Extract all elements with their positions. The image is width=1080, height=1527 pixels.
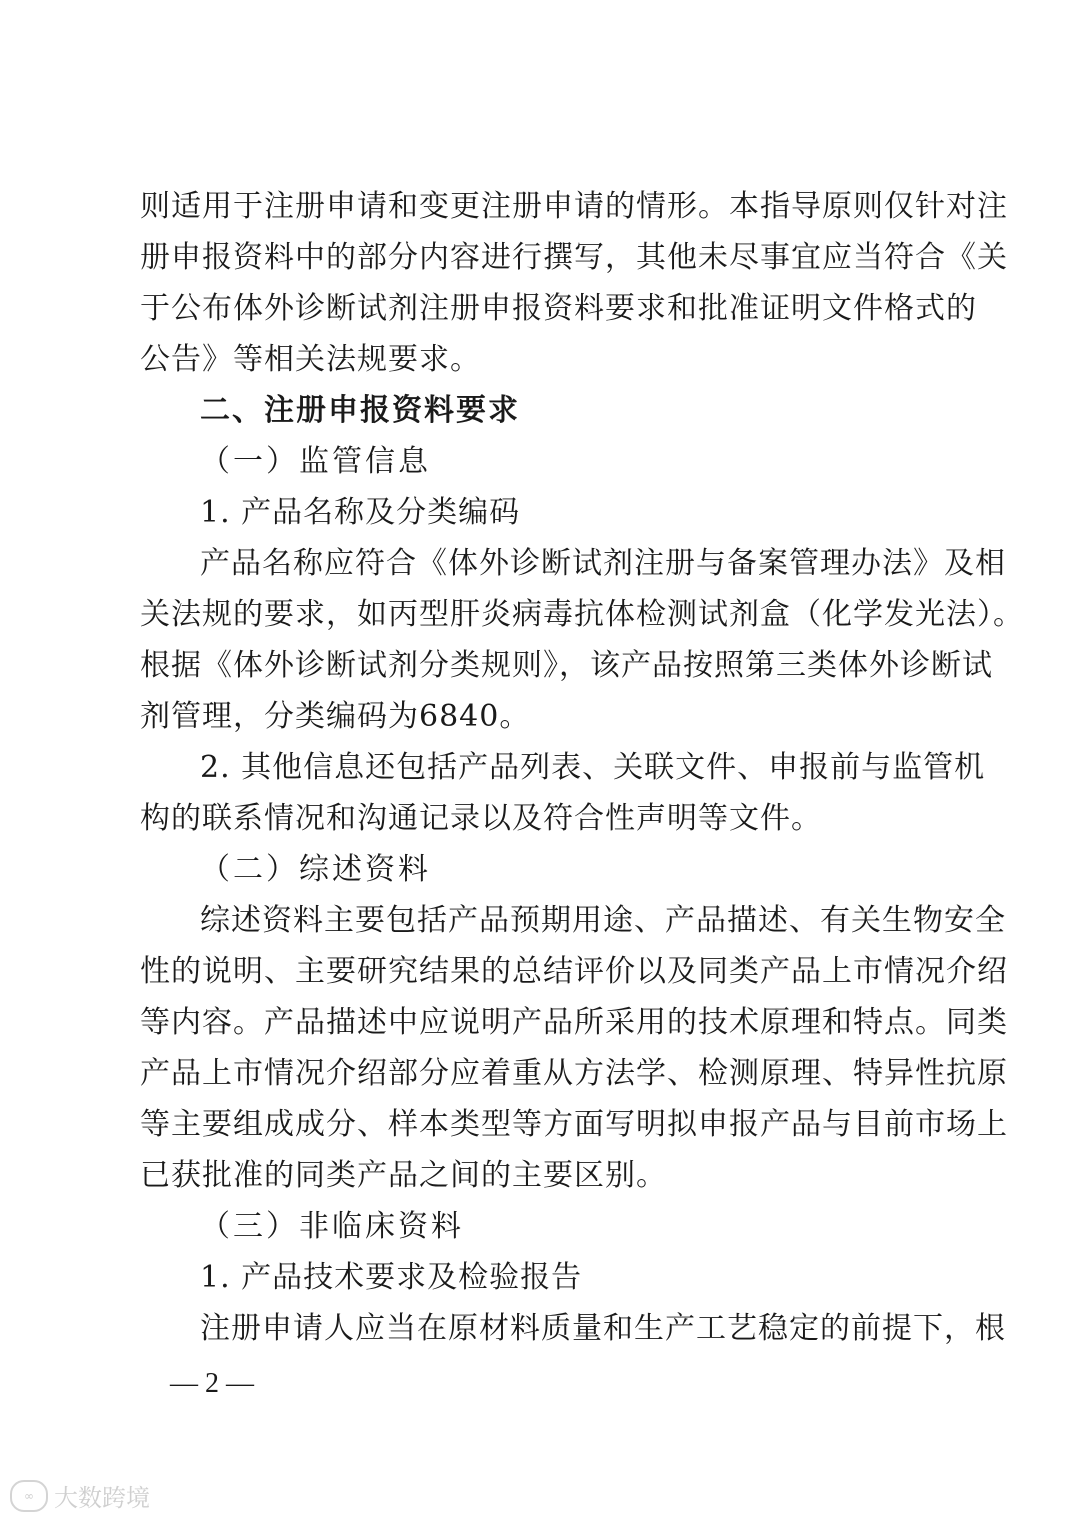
body-line: 注册申请人应当在原材料质量和生产工艺稳定的前提下，根 <box>200 1311 1006 1346</box>
item-heading: 1. 产品名称及分类编码 <box>200 495 521 530</box>
watermark-text: 大数跨境 <box>54 1484 150 1512</box>
body-line: 根据《体外诊断试剂分类规则》，该产品按照第三类体外诊断试 <box>140 648 993 683</box>
watermark-logo-icon: ∞ <box>10 1480 48 1512</box>
subsection-heading: （一）监管信息 <box>200 444 431 479</box>
body-line: 则适用于注册申请和变更注册申请的情形。本指导原则仅针对注 <box>140 189 1008 224</box>
subsection-heading: （三）非临床资料 <box>200 1209 464 1244</box>
body-line: 构的联系情况和沟通记录以及符合性声明等文件。 <box>140 801 822 836</box>
body-line: 公告》等相关法规要求。 <box>140 342 481 377</box>
body-line: 产品上市情况介绍部分应着重从方法学、检测原理、特异性抗原 <box>140 1056 1008 1091</box>
body-line: 性的说明、主要研究结果的总结评价以及同类产品上市情况介绍 <box>140 954 1008 989</box>
body-line: 剂管理，分类编码为6840。 <box>140 699 531 734</box>
section-heading: 二、注册申报资料要求 <box>200 393 520 428</box>
body-line: 关法规的要求，如丙型肝炎病毒抗体检测试剂盒（化学发光法）。 <box>140 597 1024 632</box>
body-line: 已获批准的同类产品之间的主要区别。 <box>140 1158 667 1193</box>
body-line: 于公布体外诊断试剂注册申报资料要求和批准证明文件格式的 <box>140 291 977 326</box>
body-line: 产品名称应符合《体外诊断试剂注册与备案管理办法》及相 <box>200 546 1006 581</box>
body-line: 综述资料主要包括产品预期用途、产品描述、有关生物安全 <box>200 903 1006 938</box>
body-line: 册申报资料中的部分内容进行撰写，其他未尽事宜应当符合《关 <box>140 240 1008 275</box>
watermark <box>10 1478 150 1513</box>
body-line: 等主要组成成分、样本类型等方面写明拟申报产品与目前市场上 <box>140 1107 1008 1142</box>
item-line: 2. 其他信息还包括产品列表、关联文件、申报前与监管机 <box>200 750 986 785</box>
page-number: — 2 — <box>170 1368 254 1399</box>
subsection-heading: （二）综述资料 <box>200 852 431 887</box>
item-heading: 1. 产品技术要求及检验报告 <box>200 1260 583 1295</box>
body-line: 等内容。产品描述中应说明产品所采用的技术原理和特点。同类 <box>140 1005 1008 1040</box>
